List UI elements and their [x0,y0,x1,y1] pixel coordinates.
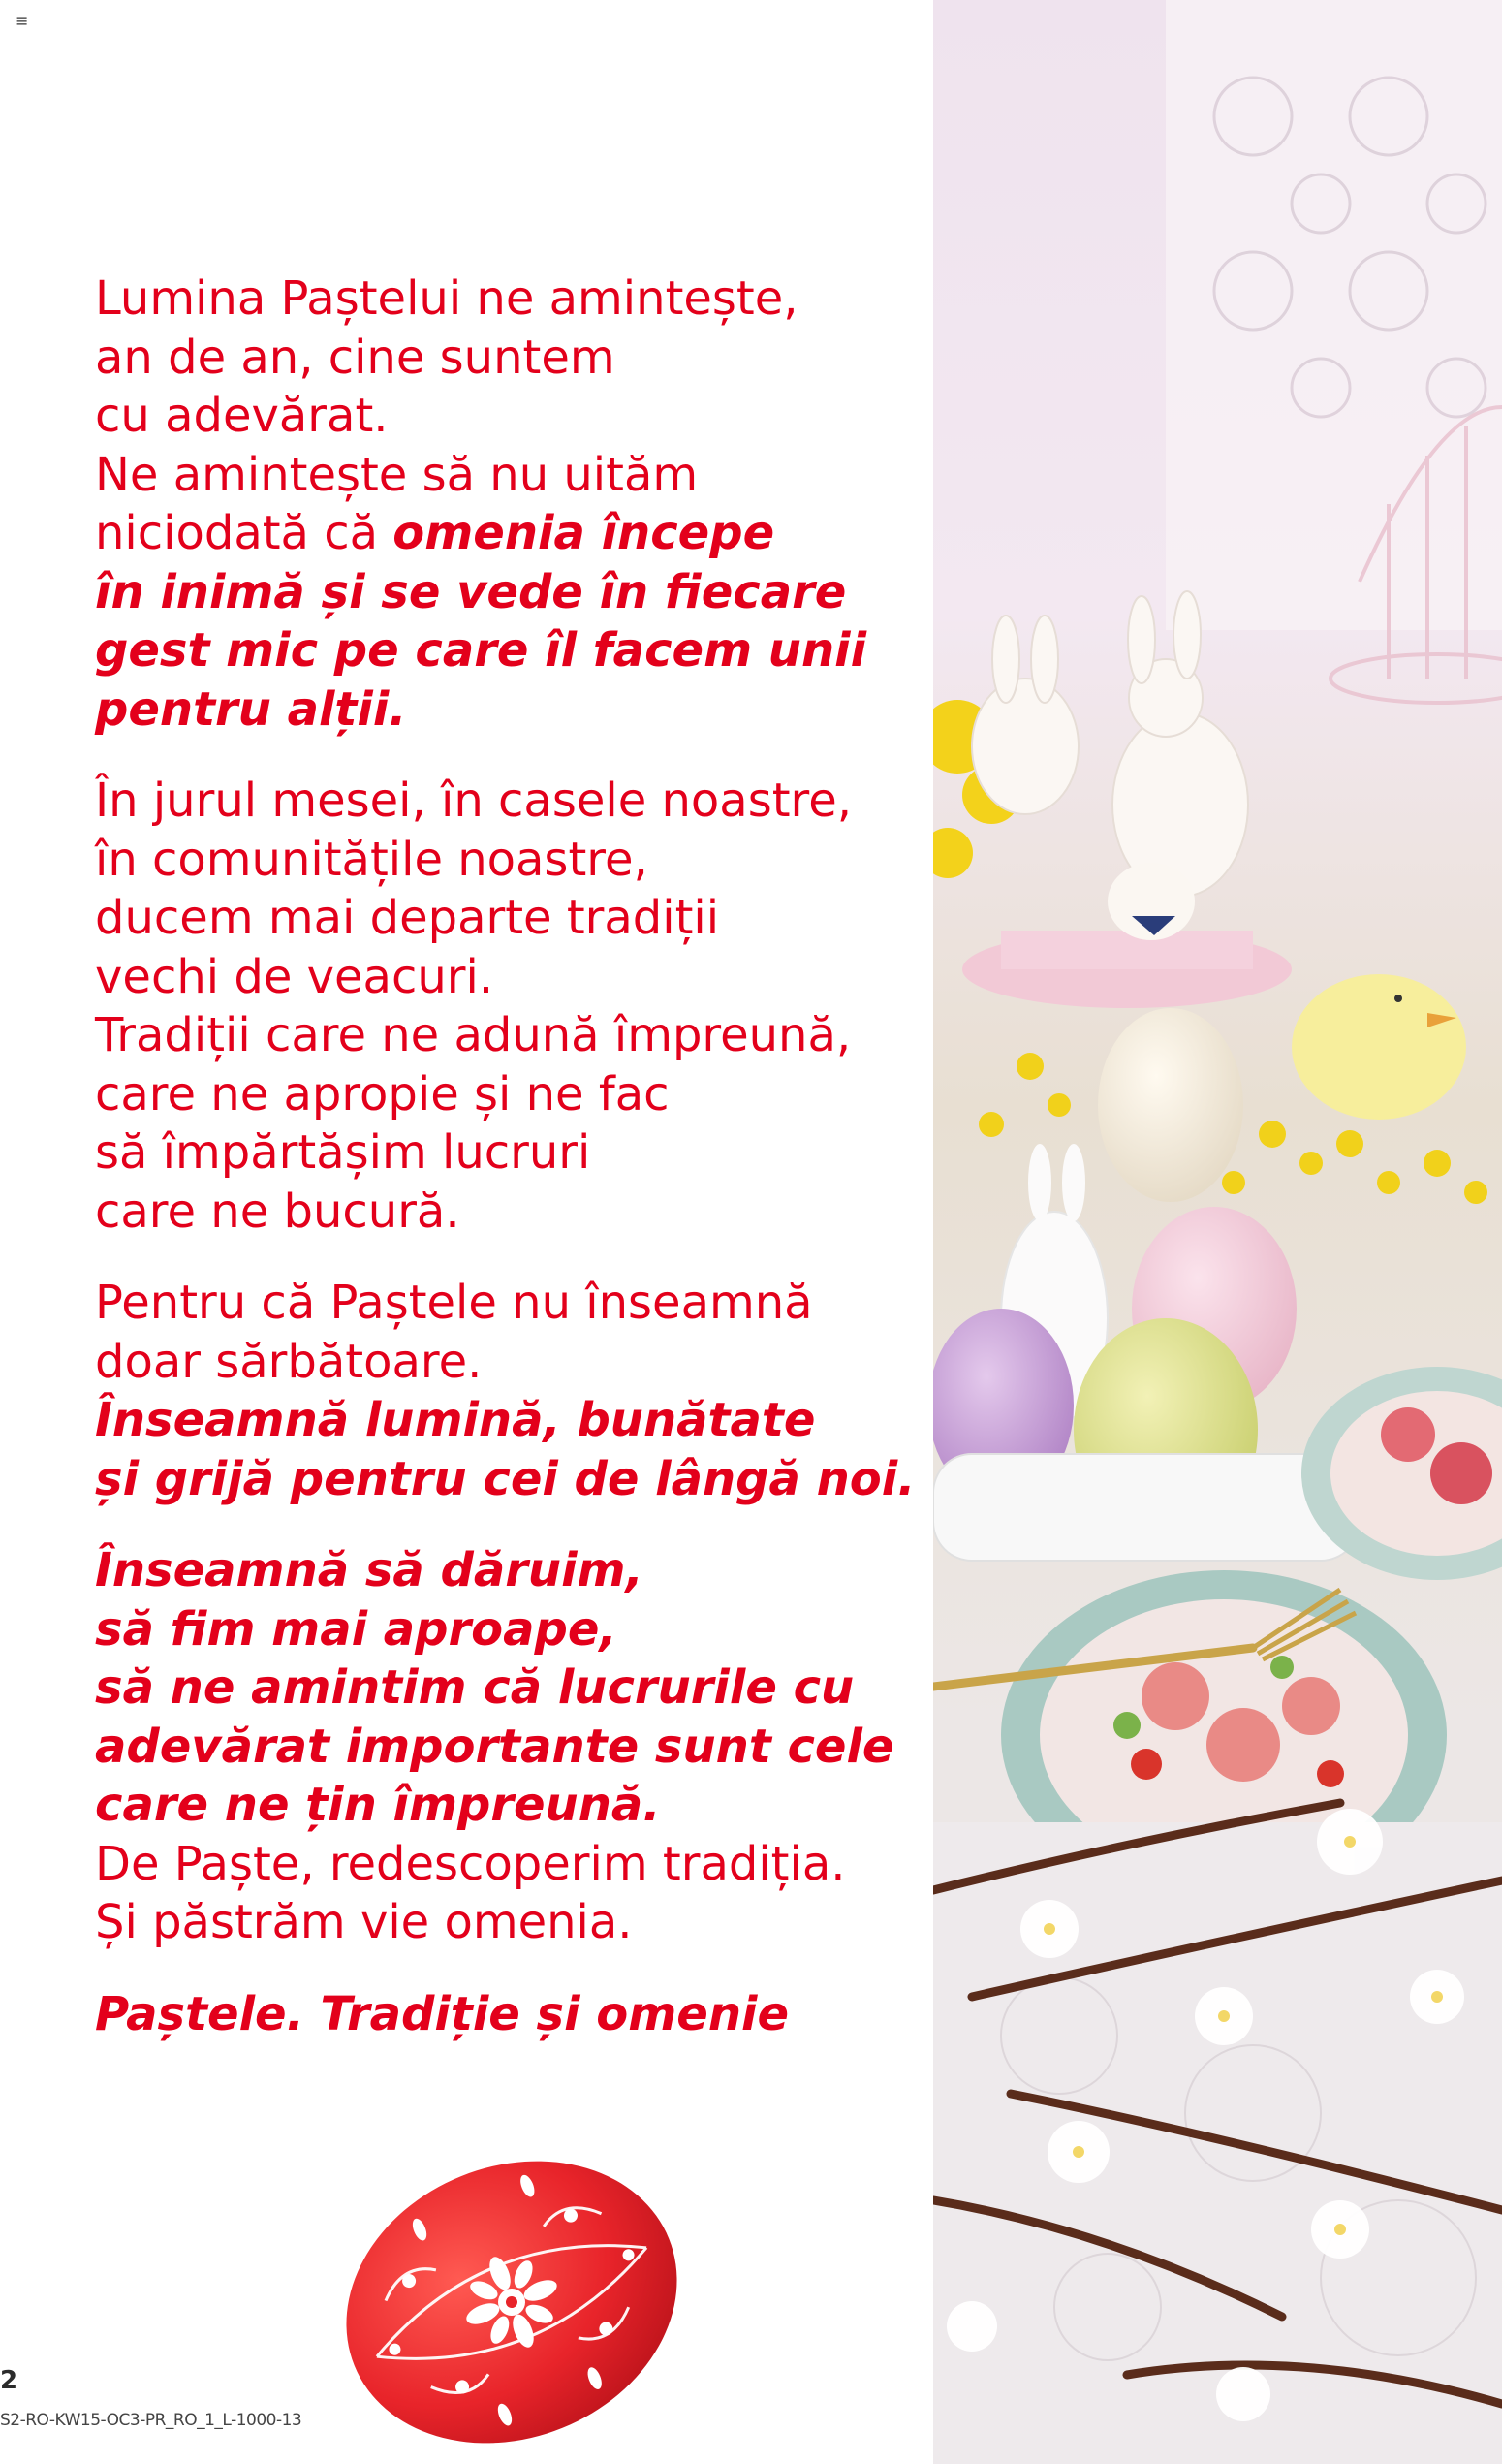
body-text: niciodată că [95,506,393,560]
easter-table-photo [933,0,1502,2464]
text-line: care ne bucură. [95,1184,460,1239]
text-line: să împărtășim lucruri [95,1125,591,1180]
text-line: care ne țin împreună. [95,1778,661,1832]
text-line: pentru alții. [95,681,407,737]
text-line: Paștele. Tradiție și omenie [95,1986,789,2041]
text-line: Tradiții care ne adună împreună, [95,1008,852,1062]
paragraph [95,1541,928,1952]
text-line: În jurul mesei, în casele noastre, [95,774,853,828]
text-line: Înseamnă să dăruim, [95,1543,643,1597]
text-line: ducem mai departe tradiții [95,891,720,945]
text-line: gest mic pe care îl facem unii [95,623,867,678]
print-code: S2-RO-KW15-OC3-PR_RO_1_L-1000-13 [0,2411,302,2430]
text-line: De Paște, redescoperim tradiția. [95,1836,846,1891]
paragraph [95,772,928,1241]
text-line: Pentru că Paștele nu înseamnă [95,1276,813,1330]
text-line: și grijă pentru cei de lângă noi. [95,1451,916,1506]
text-line: care ne apropie și ne fac [95,1066,670,1121]
text-line: an de an, cine suntem [95,330,615,385]
emphasis-text: omenia începe [392,506,775,560]
text-line: Și păstrăm vie omenia. [95,1895,633,1949]
text-line [95,504,928,563]
text-line: adevărat importante sunt cele [95,1719,894,1774]
decorated-red-easter-egg-icon [308,2108,715,2464]
text-line: în inimă și se vede în fiecare [95,564,847,619]
page-number: 2 [0,2366,18,2395]
easter-message [95,269,928,2076]
text-line: Ne amintește să nu uităm [95,447,699,502]
text-line: în comunitățile noastre, [95,832,648,887]
text-line: Înseamnă lumină, bunătate [95,1393,816,1447]
text-line: doar sărbătoare. [95,1334,483,1389]
paragraph [95,1985,928,2044]
paragraph [95,1274,928,1508]
text-line: vechi de veacuri. [95,949,494,1004]
paragraph [95,269,928,739]
text-line: să ne amintim că lucrurile cu [95,1660,855,1715]
menu-icon[interactable]: ≡ [16,12,29,30]
text-line: să fim mai aproape, [95,1601,617,1657]
text-line: Lumina Paștelui ne amintește, [95,271,798,326]
text-line: cu adevărat. [95,389,389,443]
